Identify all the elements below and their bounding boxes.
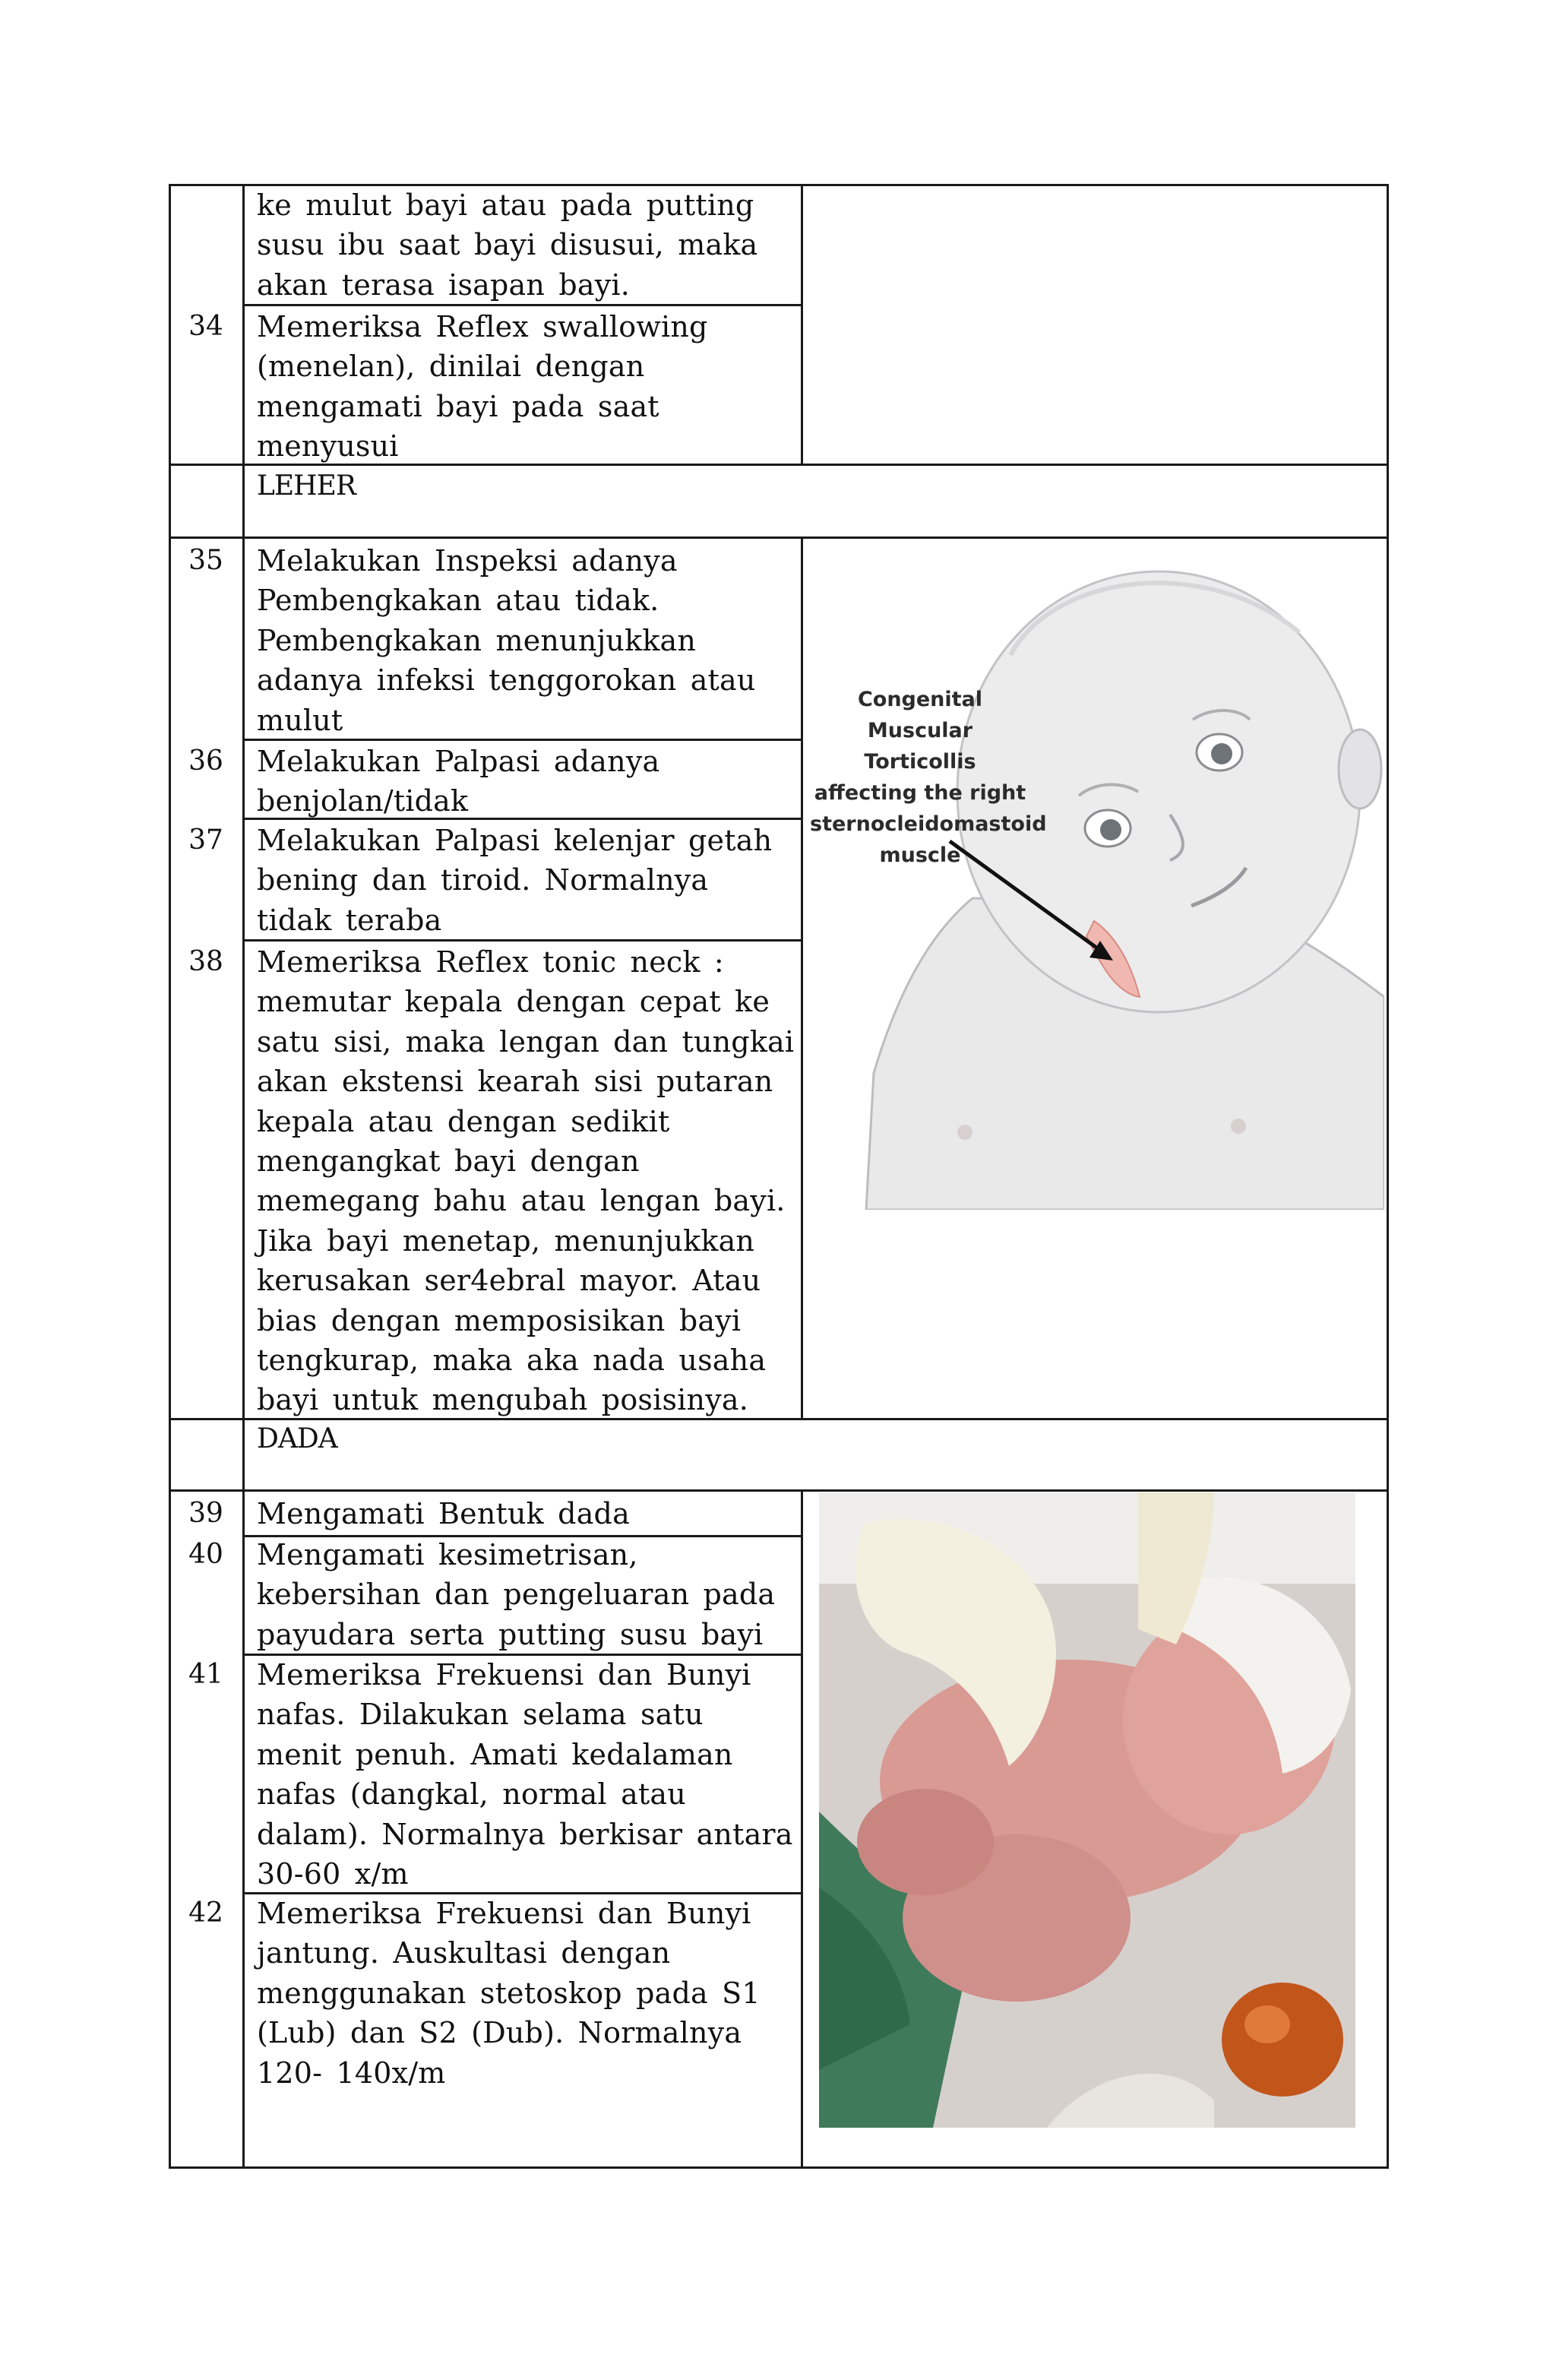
newborn-examination-photo bbox=[819, 1492, 1355, 2128]
row-text: Memeriksa Reflex swallowing (menelan), dinilai dengan mengamati bayi pada saat menyusui bbox=[257, 310, 708, 464]
table-divider bbox=[801, 538, 803, 1419]
torticollis-baby-illustration bbox=[813, 541, 1384, 1210]
row-text: Mengamati Bentuk dada bbox=[257, 1497, 630, 1530]
row-text: Memeriksa Frekuensi dan Bunyi nafas. Dilakukan selama satu menit penuh. Amati kedalaman nafas (dangkal, normal atau dalam). Normalnya berkisar antara 30-60 x/m bbox=[257, 1658, 793, 1891]
table-divider bbox=[801, 184, 803, 465]
row-number: 40 bbox=[188, 1539, 223, 1570]
row-number: 36 bbox=[188, 745, 223, 777]
table-divider bbox=[242, 184, 245, 2169]
row-text: Melakukan Inspeksi adanya Pembengkakan atau tidak. Pembengkakan menunjukkan adanya infeksi tenggorokan atau mulut bbox=[257, 544, 756, 737]
illustration-caption: Congenital Muscular Torticollis affecting the right sternocleidomastoid muscle bbox=[810, 688, 1047, 867]
row-number: 42 bbox=[188, 1897, 223, 1929]
row-text: Memeriksa Frekuensi dan Bunyi jantung. Auskultasi dengan menggunakan stetoskop pada S1 (Lub) dan S2 (Dub). Normalnya 120- 140x/m bbox=[257, 1897, 761, 2090]
row-number: 38 bbox=[188, 946, 223, 977]
row-number: 41 bbox=[188, 1659, 223, 1690]
row-text: Melakukan Palpasi kelenjar getah bening dan tiroid. Normalnya tidak teraba bbox=[257, 824, 773, 937]
row-number: 35 bbox=[188, 545, 223, 576]
row-number: 37 bbox=[188, 824, 223, 856]
row-number: 34 bbox=[188, 311, 223, 342]
row-text: Memeriksa Reflex tonic neck : memutar kepala dengan cepat ke satu sisi, maka lengan dan tungkai akan ekstensi kearah sisi putaran kepala atau dengan sedikit mengangkat bayi dengan memegang bahu atau lengan bayi. Jika bayi menetap, menunjukkan kerusakan ser4ebral mayor. Atau bias dengan memposisikan bayi tengkurap, maka aka nada usaha bayi untuk mengubah posisinya. bbox=[257, 945, 795, 1417]
row-text: Mengamati kesimetrisan, kebersihan dan pengeluaran pada payudara serta putting susu bayi bbox=[257, 1538, 776, 1651]
section-title-leher: LEHER bbox=[257, 470, 356, 502]
row-number: 39 bbox=[188, 1498, 223, 1529]
section-title-dada: DADA bbox=[257, 1423, 337, 1454]
table-divider bbox=[169, 1489, 1389, 1492]
row-text: Melakukan Palpasi adanya benjolan/tidak bbox=[257, 745, 660, 818]
table-divider bbox=[169, 536, 1389, 539]
table-divider bbox=[801, 1491, 803, 2169]
row-text: ke mulut bayi atau pada putting susu ibu saat bayi disusui, maka akan terasa isapan bayi. bbox=[257, 188, 758, 302]
